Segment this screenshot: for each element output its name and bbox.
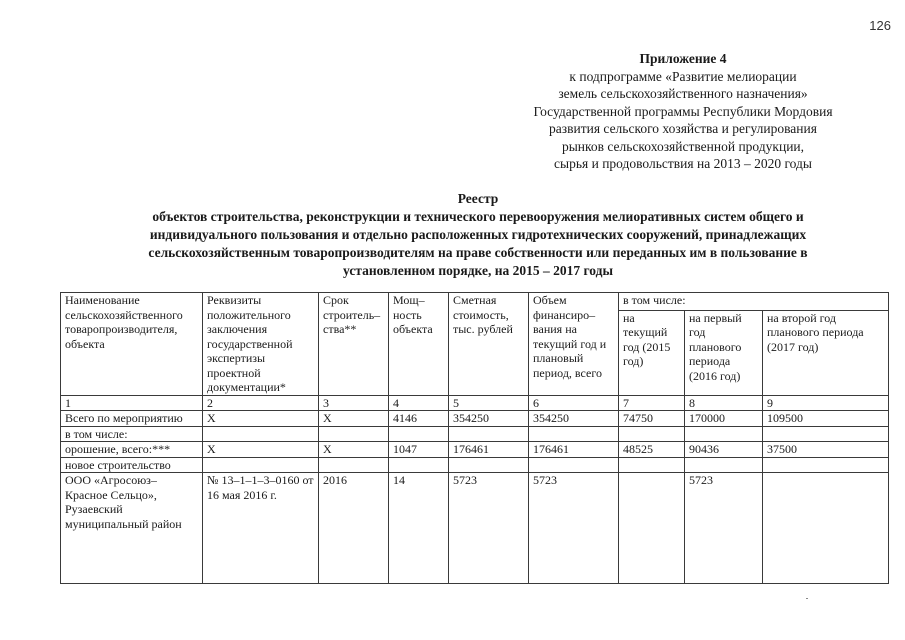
table-cell: № 13–1–1–3–0160 от 16 мая 2016 г. <box>203 473 319 584</box>
table-cell: орошение, всего:*** <box>61 442 203 458</box>
table-cell: 74750 <box>619 411 685 427</box>
table-cell: X <box>319 442 389 458</box>
appendix-line: сырья и продовольствия на 2013 – 2020 годы <box>554 156 812 171</box>
table-cell: Всего по мероприятию <box>61 411 203 427</box>
column-number: 7 <box>619 395 685 411</box>
registry-table <box>60 292 889 584</box>
table-cell: 4146 <box>389 411 449 427</box>
table-cell: 109500 <box>763 411 889 427</box>
table-cell <box>619 457 685 473</box>
appendix-line: рынков сельскохозяйственной продукции, <box>561 138 805 154</box>
table-cell <box>389 457 449 473</box>
header-first-year: на первый год планового периода (2016 год) <box>685 310 763 395</box>
header-second-year: на второй год планового периода (2017 год) <box>763 310 889 395</box>
registry-subtitle-line: индивидуального пользования и отдельно расположенных гидротехнических сооружений, принадлежащих <box>149 227 807 242</box>
table-cell: 48525 <box>619 442 685 458</box>
appendix-header <box>503 50 863 173</box>
column-number: 9 <box>763 395 889 411</box>
column-number: 6 <box>529 395 619 411</box>
registry-subtitle-line: сельскохозяйственным товаропроизводителям на праве собственности или переданных им в пользование в <box>148 245 808 260</box>
header-name: Наименование сельскохозяйственного товаропроизводителя, объекта <box>61 293 203 396</box>
table-cell <box>685 457 763 473</box>
table-cell: 2016 <box>319 473 389 584</box>
table-cell: 354250 <box>529 411 619 427</box>
registry-title: Реестр <box>457 191 499 206</box>
table-row-irrigation <box>61 442 889 458</box>
column-number: 2 <box>203 395 319 411</box>
table-cell: ООО «Агросоюз–Красное Сельцо», Рузаевский муниципальный район <box>61 473 203 584</box>
table-cell <box>685 426 763 442</box>
table-cell: 170000 <box>685 411 763 427</box>
table-cell: новое строительство <box>61 457 203 473</box>
table-cell: X <box>203 411 319 427</box>
appendix-line: развития сельского хозяйства и регулирования <box>549 121 817 136</box>
registry-subtitle-line: объектов строительства, реконструкции и технического перевооружения мелиоративных систем общего и <box>152 209 804 224</box>
table-cell: 1047 <box>389 442 449 458</box>
table-cell: 37500 <box>763 442 889 458</box>
table-cell <box>619 426 685 442</box>
table-cell: 5723 <box>449 473 529 584</box>
table-cell: X <box>203 442 319 458</box>
scan-speck <box>806 598 808 599</box>
table-cell: 176461 <box>449 442 529 458</box>
table-cell <box>763 473 889 584</box>
registry-heading <box>108 190 848 280</box>
table-cell: 5723 <box>685 473 763 584</box>
table-cell: 5723 <box>529 473 619 584</box>
table-row-object <box>61 473 889 584</box>
table-cell <box>319 457 389 473</box>
table-cell: 90436 <box>685 442 763 458</box>
table-row-total <box>61 411 889 427</box>
table-row-including <box>61 426 889 442</box>
table-cell <box>449 426 529 442</box>
header-requisites: Реквизиты положительного заключения государственной экспертизы проектной документации* <box>203 293 319 396</box>
header-capacity: Мощ–ность объекта <box>389 293 449 396</box>
column-number: 4 <box>389 395 449 411</box>
appendix-line: земель сельскохозяйственного назначения» <box>558 86 808 101</box>
header-financing-volume: Объем финансиро–вания на текущий год и плановый период, всего <box>529 293 619 396</box>
table-cell <box>529 426 619 442</box>
table-cell <box>319 426 389 442</box>
table-cell: X <box>319 411 389 427</box>
table-cell: 176461 <box>529 442 619 458</box>
header-including: в том числе: <box>619 293 889 311</box>
table-cell <box>529 457 619 473</box>
table-cell: 354250 <box>449 411 529 427</box>
appendix-line: к подпрограмме «Развитие мелиорации <box>569 68 797 84</box>
table-cell: 14 <box>389 473 449 584</box>
table-cell <box>203 426 319 442</box>
table-cell <box>389 426 449 442</box>
table-cell <box>449 457 529 473</box>
column-number-row <box>61 395 889 411</box>
table-cell: в том числе: <box>61 426 203 442</box>
appendix-line: Государственной программы Республики Мордовия <box>533 103 833 119</box>
table-row-new-construction <box>61 457 889 473</box>
header-current-year: на текущий год (2015 год) <box>619 310 685 395</box>
appendix-title: Приложение 4 <box>639 51 727 66</box>
table-cell <box>763 457 889 473</box>
column-number: 8 <box>685 395 763 411</box>
header-term: Срок строитель–ства** <box>319 293 389 396</box>
table-cell <box>619 473 685 584</box>
page-number: 126 <box>869 18 891 33</box>
registry-subtitle-line: установленном порядке, на 2015 – 2017 годы <box>342 263 614 278</box>
column-number: 3 <box>319 395 389 411</box>
column-number: 5 <box>449 395 529 411</box>
column-number: 1 <box>61 395 203 411</box>
table-cell <box>763 426 889 442</box>
header-estimated-cost: Сметная стоимость, тыс. рублей <box>449 293 529 396</box>
table-cell <box>203 457 319 473</box>
